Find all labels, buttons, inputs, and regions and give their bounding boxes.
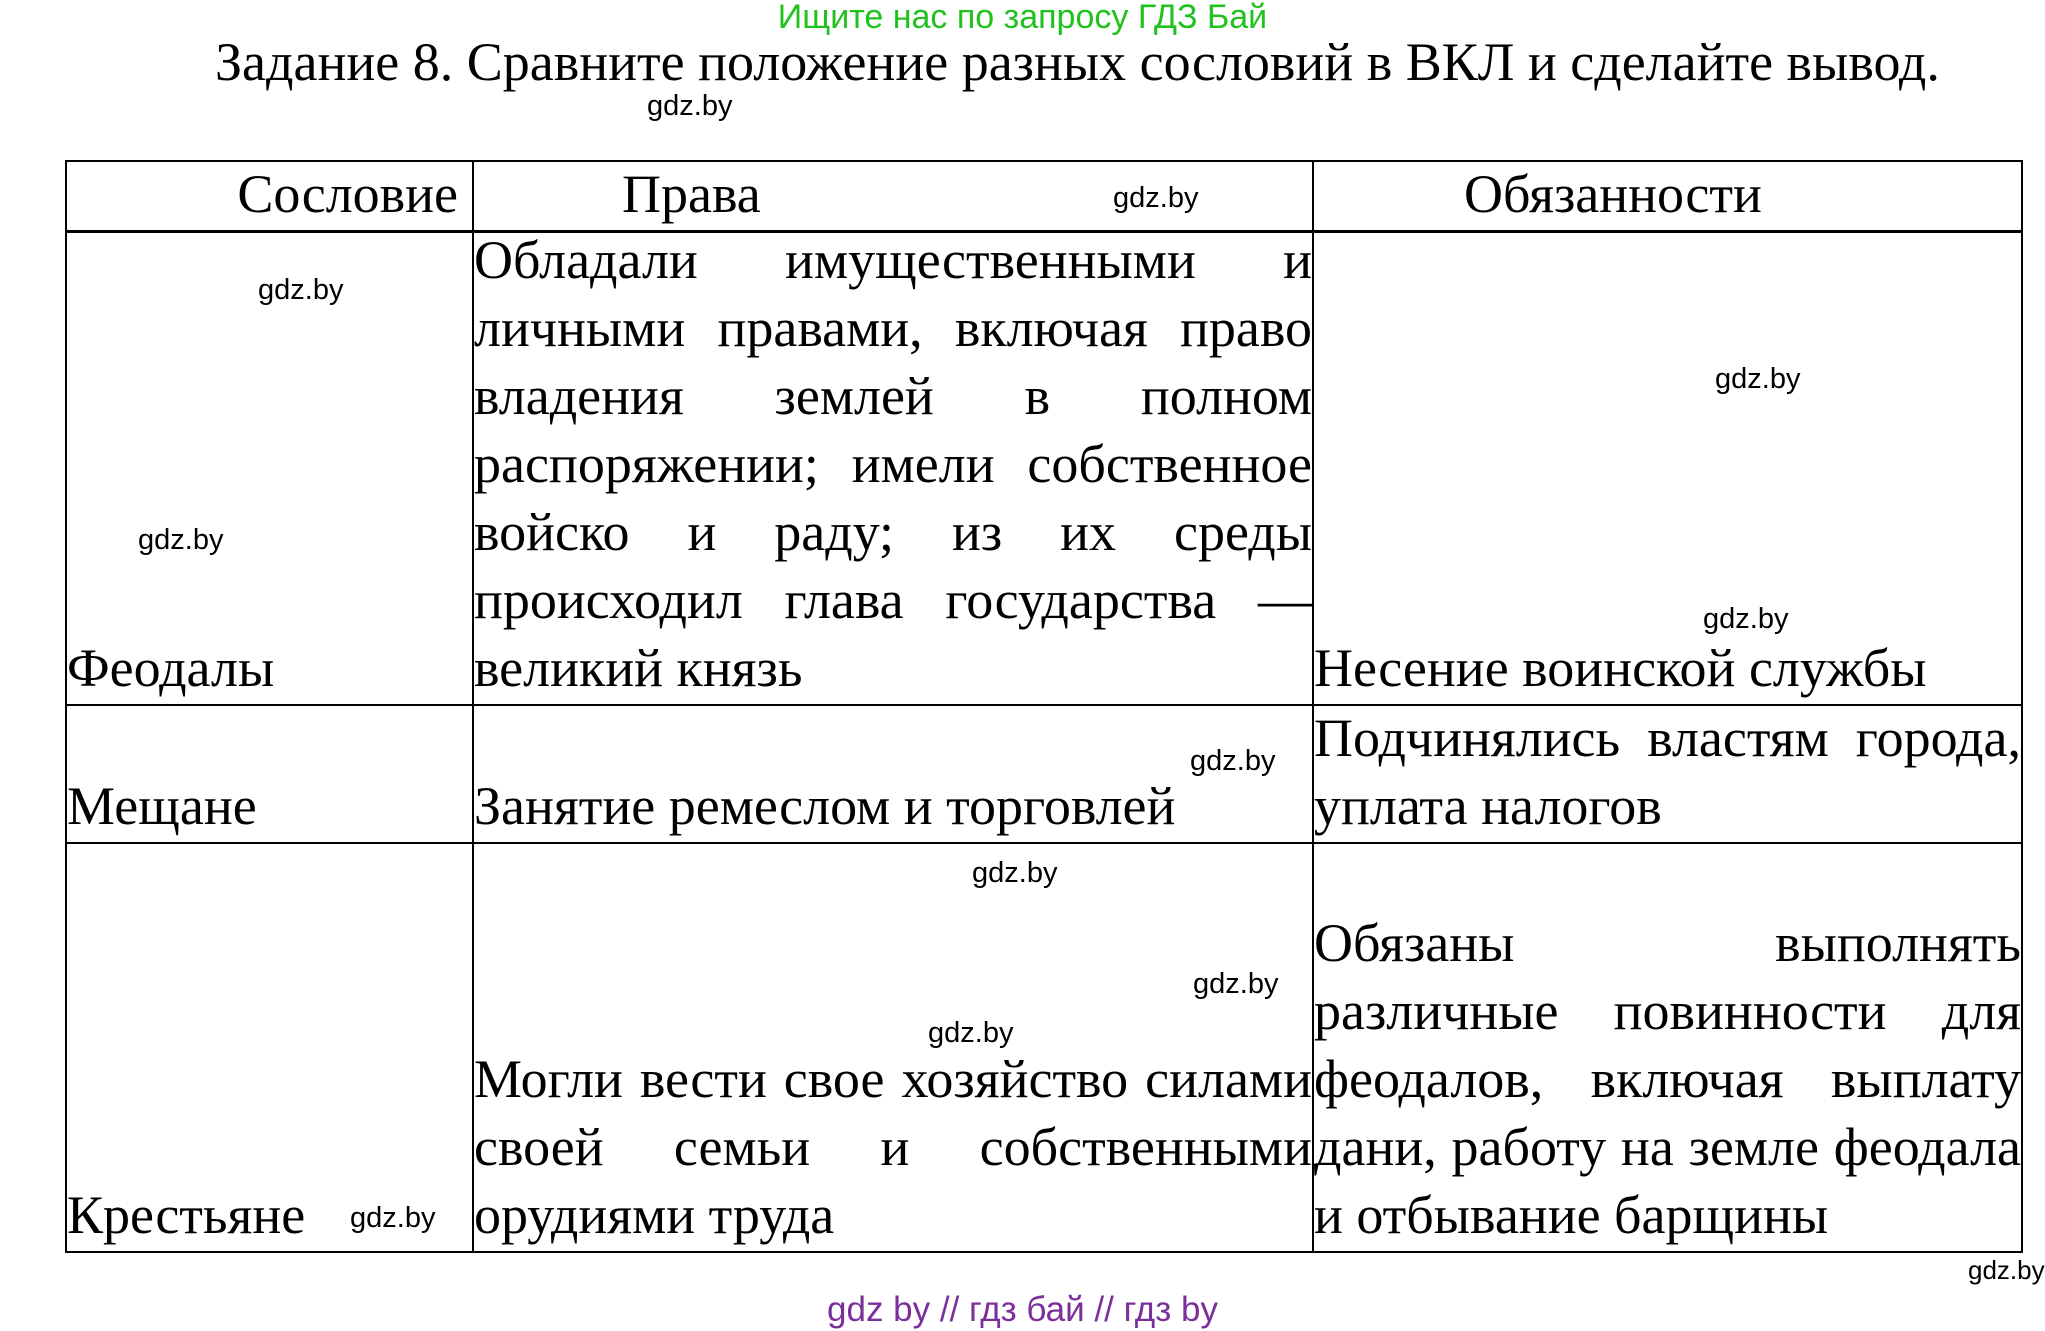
row-peasants-rights: Могли вести свое хозяйство силами своей семьи и собственными орудиями труда — [474, 1049, 1312, 1245]
watermark: gdz.by — [972, 857, 1058, 889]
row-peasants-duties: Обязаны выполнять различные повинности для феодалов, включая выплату дани, работу на земле феодала и отбывание барщины — [1314, 913, 2021, 1245]
row-feudals-estate: Феодалы — [67, 638, 275, 698]
watermark: gdz.by — [1715, 363, 1801, 395]
row-feudals-rights: Обладали имущественными и личными правами, включая право владения землей в полном распоряжении; имели собственное войско и раду; из их среды происходил глава государства — великий князь — [474, 230, 1312, 698]
watermark: gdz.by — [1193, 968, 1279, 1000]
row-peasants-estate: Крестьяне — [67, 1185, 306, 1245]
header-rights: Права — [622, 164, 761, 224]
watermark: gdz.by — [1190, 745, 1276, 777]
footer-links[interactable]: gdz by // гдз бай // гдз by — [827, 1290, 1218, 1329]
comparison-table — [65, 160, 2023, 1253]
row-feudals-duties: Несение воинской службы — [1314, 638, 1927, 698]
watermark: gdz.by — [258, 274, 344, 306]
top-search-link[interactable]: Ищите нас по запросу ГДЗ Бай — [777, 0, 1268, 36]
task-heading: Задание 8. Сравните положение разных сословий в ВКЛ и сделайте вывод. — [215, 32, 1940, 92]
watermark: gdz.by — [350, 1202, 436, 1234]
row-burghers-duties: Подчинялись властям города, уплата налогов — [1314, 708, 2021, 836]
watermark: gdz.by — [647, 90, 733, 122]
watermark: gdz.by — [928, 1017, 1014, 1049]
row-burghers-estate: Мещане — [67, 776, 257, 836]
header-estate: Сословие — [237, 164, 458, 224]
watermark: gdz.by — [1113, 182, 1199, 214]
watermark: gdz.by — [138, 524, 224, 556]
header-duties: Обязанности — [1464, 164, 1762, 224]
watermark: gdz.by — [1703, 603, 1789, 635]
watermark: gdz.by — [1968, 1255, 2045, 1285]
row-burghers-rights: Занятие ремеслом и торговлей — [474, 776, 1176, 836]
